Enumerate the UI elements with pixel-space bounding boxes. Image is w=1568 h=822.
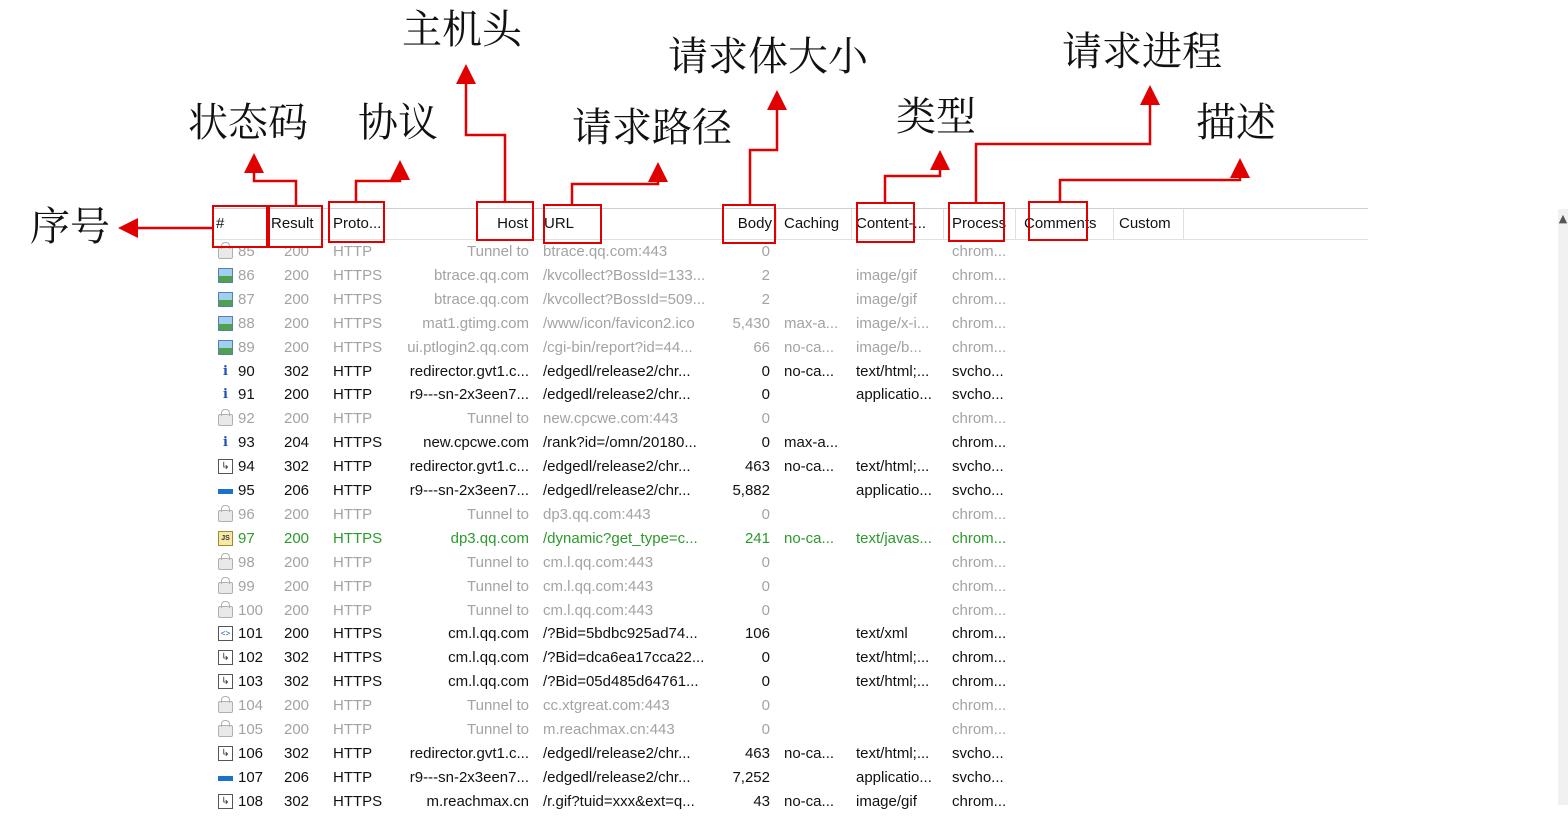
cell-process: chrom...	[952, 721, 1007, 738]
cell-host: Tunnel to	[467, 243, 529, 260]
cell-proto: HTTPS	[333, 529, 383, 547]
cell-process: chrom...	[952, 673, 1007, 691]
cell-content: text/html;...	[856, 458, 930, 476]
cell-result: 200	[284, 243, 310, 260]
annotation-type: 类型	[896, 94, 976, 140]
cell-proto: HTTP	[333, 744, 373, 762]
cell-process: chrom...	[952, 410, 1007, 428]
cell-body: 106	[744, 625, 770, 643]
cell-process: chrom...	[952, 553, 1007, 571]
cell-num: 91	[238, 386, 255, 404]
cell-host: Tunnel to	[467, 697, 529, 715]
cell-num: 88	[238, 314, 255, 332]
annotation-process: 请求进程	[1062, 29, 1222, 75]
cell-proto: HTTPS	[333, 434, 383, 452]
cell-url: /rank?id=/omn/20180...	[543, 434, 697, 452]
cell-body: 463	[744, 458, 770, 476]
cell-process: svcho...	[952, 458, 1004, 476]
cell-process: chrom...	[952, 505, 1007, 523]
column-header-custom[interactable]: Custom	[1114, 209, 1184, 239]
cell-result: 200	[284, 625, 310, 643]
cell-num: 108	[238, 792, 264, 810]
cell-host: btrace.qq.com	[433, 290, 529, 308]
cell-num: 85	[238, 243, 255, 260]
cell-content: image/gif	[856, 792, 917, 810]
redirect-icon: ↳	[218, 650, 233, 665]
cell-result: 302	[284, 744, 310, 762]
cell-caching: no-ca...	[784, 362, 835, 380]
cell-process: chrom...	[952, 601, 1007, 619]
cell-process: chrom...	[952, 243, 1007, 260]
cell-process: chrom...	[952, 649, 1007, 667]
cell-body: 0	[761, 553, 770, 571]
cell-result: 302	[284, 649, 310, 667]
cell-body: 2	[761, 290, 770, 308]
cell-body: 5,430	[732, 314, 770, 332]
cell-result: 200	[284, 410, 310, 428]
cell-host: redirector.gvt1.c...	[409, 362, 529, 380]
cell-caching: max-a...	[784, 314, 839, 332]
column-header-result[interactable]: Result	[267, 209, 329, 239]
annotation-status-code: 状态码	[188, 100, 308, 146]
cell-num: 86	[238, 266, 255, 284]
cell-result: 206	[284, 768, 310, 786]
cell-num: 105	[238, 721, 264, 738]
arrow-path	[572, 172, 658, 204]
cell-num: 99	[238, 577, 255, 595]
cell-body: 7,252	[732, 768, 770, 786]
annotation-desc: 描述	[1196, 100, 1276, 146]
column-header-body[interactable]: Body	[723, 209, 777, 239]
redirect-icon: ↳	[218, 674, 233, 689]
cell-result: 200	[284, 601, 310, 619]
arrow-type	[885, 160, 940, 202]
cell-result: 200	[284, 577, 310, 595]
cell-host: r9---sn-2x3een7...	[409, 386, 529, 404]
cell-host: Tunnel to	[467, 505, 529, 523]
cell-num: 90	[238, 362, 255, 380]
cell-host: mat1.gtimg.com	[422, 314, 529, 332]
cell-num: 87	[238, 290, 255, 308]
column-header-protocol[interactable]: Proto...	[329, 209, 385, 239]
cell-num: 95	[238, 482, 255, 499]
cell-proto: HTTP	[333, 243, 373, 260]
cell-caching: no-ca...	[784, 792, 835, 810]
annotation-body-size: 请求体大小	[668, 34, 868, 80]
cell-num: 93	[238, 434, 255, 452]
cell-url: /?Bid=dca6ea17cca22...	[543, 649, 705, 667]
cell-num: 89	[238, 338, 255, 356]
cell-body: 0	[761, 697, 770, 715]
cell-content: image/x-i...	[856, 314, 930, 332]
cell-num: 107	[238, 768, 264, 786]
redirect-icon: ↳	[218, 794, 233, 809]
cell-content: text/html;...	[856, 673, 930, 691]
cell-process: chrom...	[952, 625, 1007, 643]
cell-process: svcho...	[952, 362, 1004, 380]
cell-process: chrom...	[952, 266, 1007, 284]
annotation-host: 主机头	[402, 7, 522, 53]
js-icon: JS	[218, 531, 233, 546]
cell-url: /www/icon/favicon2.ico	[543, 314, 695, 332]
cell-host: Tunnel to	[467, 577, 529, 595]
cell-url: btrace.qq.com:443	[543, 243, 668, 260]
cell-process: svcho...	[952, 768, 1004, 786]
cell-result: 302	[284, 362, 310, 380]
cell-process: svcho...	[952, 744, 1004, 762]
cell-content: image/gif	[856, 290, 917, 308]
cell-host: Tunnel to	[467, 601, 529, 619]
cell-body: 241	[744, 529, 770, 547]
cell-result: 204	[284, 434, 310, 452]
cell-host: redirector.gvt1.c...	[409, 458, 529, 476]
cell-result: 206	[284, 482, 310, 499]
cell-host: Tunnel to	[467, 553, 529, 571]
cell-proto: HTTP	[333, 410, 373, 428]
cell-host: Tunnel to	[467, 410, 529, 428]
cell-num: 106	[238, 744, 264, 762]
cell-url: /edgedl/release2/chr...	[543, 744, 691, 762]
cell-proto: HTTP	[333, 577, 373, 595]
cell-proto: HTTPS	[333, 266, 383, 284]
cell-num: 92	[238, 410, 255, 428]
cell-num: 104	[238, 697, 264, 715]
cell-body: 0	[761, 434, 770, 452]
cell-host: r9---sn-2x3een7...	[409, 768, 529, 786]
cell-url: m.reachmax.cn:443	[543, 721, 675, 738]
cell-url: /edgedl/release2/chr...	[543, 768, 691, 786]
column-header-comments[interactable]: Comments	[1016, 209, 1114, 239]
cell-result: 200	[284, 505, 310, 523]
cell-proto: HTTPS	[333, 792, 383, 810]
cell-host: cm.l.qq.com	[448, 625, 529, 643]
cell-process: chrom...	[952, 529, 1007, 547]
cell-result: 200	[284, 697, 310, 715]
cell-url: /?Bid=05d485d64761...	[543, 673, 699, 691]
cell-url: /edgedl/release2/chr...	[543, 362, 691, 380]
cell-body: 0	[761, 386, 770, 404]
cell-host: m.reachmax.cn	[426, 792, 529, 810]
cell-result: 302	[284, 792, 310, 810]
cell-num: 103	[238, 673, 264, 691]
cell-content: applicatio...	[856, 768, 932, 786]
cell-body: 0	[761, 721, 770, 738]
cell-proto: HTTP	[333, 505, 373, 523]
cell-proto: HTTPS	[333, 338, 383, 356]
cell-url: /edgedl/release2/chr...	[543, 482, 691, 499]
cell-body: 0	[761, 243, 770, 260]
cell-content: image/gif	[856, 266, 917, 284]
cell-proto: HTTP	[333, 362, 373, 380]
cell-num: 94	[238, 458, 255, 476]
cell-proto: HTTPS	[333, 649, 383, 667]
cell-url: dp3.qq.com:443	[543, 505, 651, 523]
cell-body: 5,882	[732, 482, 770, 499]
column-header-caching[interactable]: Caching	[777, 209, 852, 239]
column-header-process[interactable]: Process	[944, 209, 1016, 239]
cell-body: 0	[761, 410, 770, 428]
cell-url: /edgedl/release2/chr...	[543, 386, 691, 404]
cell-proto: HTTP	[333, 482, 373, 499]
cell-proto: HTTPS	[333, 625, 383, 643]
arrow-desc	[1060, 168, 1240, 201]
cell-url: new.cpcwe.com:443	[543, 410, 679, 428]
cell-process: svcho...	[952, 482, 1004, 499]
cell-body: 66	[753, 338, 770, 356]
cell-process: chrom...	[952, 434, 1007, 452]
arrow-protocol	[356, 170, 400, 201]
cell-num: 97	[238, 529, 255, 547]
cell-host: Tunnel to	[467, 721, 529, 738]
cell-body: 0	[761, 649, 770, 667]
cell-content: text/html;...	[856, 649, 930, 667]
cell-process: chrom...	[952, 792, 1007, 810]
cell-num: 102	[238, 649, 264, 667]
info-icon: i	[223, 387, 228, 403]
cell-content: text/javas...	[856, 529, 932, 547]
cell-process: chrom...	[952, 577, 1007, 595]
cell-num: 96	[238, 505, 255, 523]
cell-caching: max-a...	[784, 434, 839, 452]
cell-body: 0	[761, 362, 770, 380]
arrow-host	[466, 74, 505, 201]
cell-result: 200	[284, 290, 310, 308]
cell-process: chrom...	[952, 697, 1007, 715]
arrow-process	[976, 95, 1150, 202]
cell-url: cm.l.qq.com:443	[543, 553, 654, 571]
cell-result: 200	[284, 553, 310, 571]
cell-caching: no-ca...	[784, 744, 835, 762]
cell-result: 200	[284, 338, 310, 356]
cell-content: applicatio...	[856, 386, 932, 404]
cell-body: 0	[761, 673, 770, 691]
xml-icon: <>	[218, 626, 233, 641]
cell-body: 2	[761, 266, 770, 284]
arrow-status	[254, 163, 296, 205]
cell-url: /cgi-bin/report?id=44...	[543, 338, 693, 356]
cell-body: 463	[744, 744, 770, 762]
cell-host: cm.l.qq.com	[448, 649, 529, 667]
vertical-scrollbar[interactable]	[1558, 209, 1568, 805]
cell-result: 200	[284, 529, 310, 547]
cell-url: /?Bid=5bdbc925ad74...	[543, 625, 698, 643]
cell-host: redirector.gvt1.c...	[409, 744, 529, 762]
redirect-icon: ↳	[218, 746, 233, 761]
cell-result: 200	[284, 266, 310, 284]
cell-body: 43	[753, 792, 770, 810]
cell-content: text/xml	[856, 625, 908, 643]
cell-process: svcho...	[952, 386, 1004, 404]
cell-caching: no-ca...	[784, 338, 835, 356]
cell-host: ui.ptlogin2.qq.com	[407, 338, 529, 356]
cell-content: text/html;...	[856, 744, 930, 762]
cell-url: cc.xtgreat.com:443	[543, 697, 670, 715]
column-header-num[interactable]: #	[212, 209, 267, 239]
info-icon: i	[223, 363, 228, 379]
cell-proto: HTTP	[333, 697, 373, 715]
cell-proto: HTTPS	[333, 673, 383, 691]
cell-caching: no-ca...	[784, 529, 835, 547]
column-header-content-type[interactable]: Content-...	[852, 209, 944, 239]
cell-url: cm.l.qq.com:443	[543, 577, 654, 595]
annotation-path: 请求路径	[572, 105, 732, 151]
annotation-seq: 序号	[30, 204, 110, 250]
cell-proto: HTTP	[333, 553, 373, 571]
cell-url: /kvcollect?BossId=509...	[543, 290, 706, 308]
cell-num: 101	[238, 625, 264, 643]
cell-proto: HTTP	[333, 458, 373, 476]
cell-content: applicatio...	[856, 482, 932, 499]
cell-url: /r.gif?tuid=xxx&ext=q...	[543, 792, 695, 810]
cell-proto: HTTP	[333, 768, 373, 786]
cell-result: 200	[284, 314, 310, 332]
cell-url: cm.l.qq.com:443	[543, 601, 654, 619]
cell-process: chrom...	[952, 314, 1007, 332]
annotation-protocol: 协议	[358, 100, 438, 146]
cell-body: 0	[761, 577, 770, 595]
cell-url: /kvcollect?BossId=133...	[543, 266, 706, 284]
cell-proto: HTTP	[333, 601, 373, 619]
scroll-up-arrow-icon[interactable]: ▲	[1558, 212, 1568, 225]
cell-host: new.cpcwe.com	[423, 434, 529, 452]
cell-host: dp3.qq.com	[450, 529, 529, 547]
cell-num: 98	[238, 553, 255, 571]
cell-proto: HTTPS	[333, 290, 383, 308]
cell-proto: HTTP	[333, 386, 373, 404]
redirect-icon: ↳	[218, 459, 233, 474]
cell-url: /dynamic?get_type=c...	[543, 529, 698, 547]
cell-content: text/html;...	[856, 362, 930, 380]
cell-result: 200	[284, 386, 310, 404]
cell-process: chrom...	[952, 338, 1007, 356]
cell-proto: HTTPS	[333, 314, 383, 332]
cell-proto: HTTP	[333, 721, 373, 738]
cell-result: 200	[284, 721, 310, 738]
cell-url: /edgedl/release2/chr...	[543, 458, 691, 476]
arrow-body	[750, 100, 777, 204]
cell-host: cm.l.qq.com	[448, 673, 529, 691]
cell-num: 100	[238, 601, 264, 619]
cell-content: image/b...	[856, 338, 922, 356]
cell-result: 302	[284, 673, 310, 691]
column-header-url[interactable]: URL	[533, 209, 723, 239]
info-icon: i	[223, 435, 228, 451]
cell-host: btrace.qq.com	[433, 266, 529, 284]
cell-body: 0	[761, 505, 770, 523]
cell-process: chrom...	[952, 290, 1007, 308]
cell-caching: no-ca...	[784, 458, 835, 476]
cell-host: r9---sn-2x3een7...	[409, 482, 529, 499]
cell-body: 0	[761, 601, 770, 619]
cell-result: 302	[284, 458, 310, 476]
column-header-host[interactable]: Host	[385, 209, 533, 239]
